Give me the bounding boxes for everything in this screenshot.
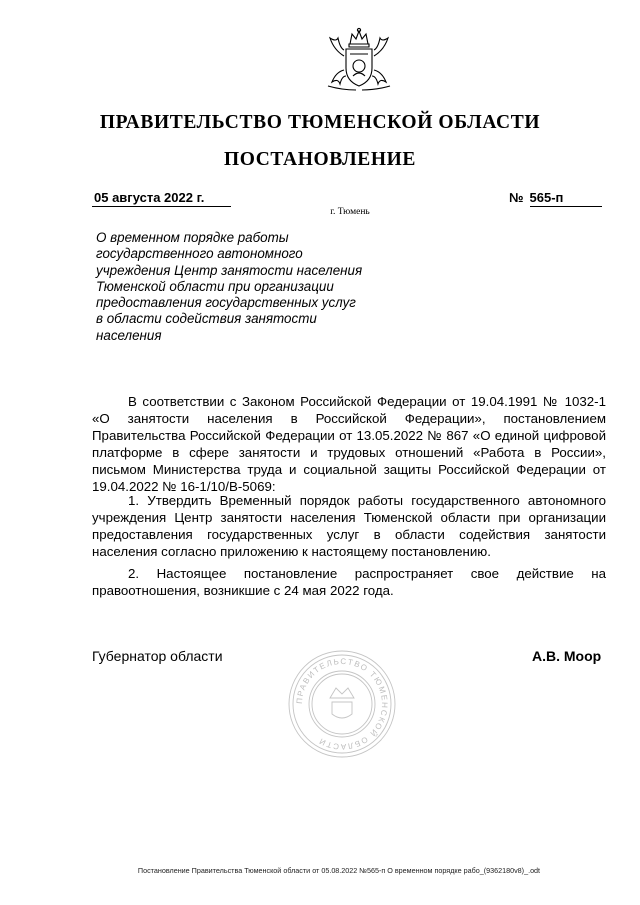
body-paragraph-2-text: 1. Утвердить Временный порядок работы государственного автономного учреждения Центр занятости населения Тюменской области при организации предоставления государственных услуг в области содействия занятости населения согласно приложению к настоящему постановлению. — [92, 493, 606, 559]
number-sign: № — [509, 190, 524, 205]
body-paragraph-3 — [92, 566, 606, 600]
body-paragraph-1-text: В соответствии с Законом Российской Федерации от 19.04.1991 № 1032-1 «О занятости населения в Российской Федерации», постановлением Правительства Российской Федерации от 13.05.2022 № 867 «О единой цифровой платформе в сфере занятости и трудовых отношений «Работа в России», письмом Министерства труда и социальной защиты Российской Федерации от 19.04.2022 № 16-1/10/В-5069: — [92, 394, 606, 494]
document-footer: Постановление Правительства Тюменской области от 05.08.2022 №565-п О временном порядке рабо_(9362180v8)_.odt — [137, 866, 541, 875]
official-seal-icon — [286, 648, 398, 760]
document-type-title: ПОСТАНОВЛЕНИЕ — [223, 149, 417, 170]
body-paragraph-2 — [92, 493, 606, 561]
document-number-block — [509, 190, 602, 207]
body-paragraph-1 — [92, 394, 606, 495]
seal-text: ПРАВИТЕЛЬСТВО ТЮМЕНСКОЙ ОБЛАСТИ — [294, 656, 390, 752]
document-city: г. Тюмень — [330, 207, 370, 217]
organization-title: ПРАВИТЕЛЬСТВО ТЮМЕНСКОЙ ОБЛАСТИ — [99, 112, 541, 133]
signatory-role: Губернатор области — [92, 648, 223, 664]
coat-of-arms-icon — [316, 26, 402, 96]
document-subject: О временном порядке работы государственного автономного учреждения Центр занятости населения Тюменской области при организации предоставления государственных услуг в области содействия занятости населения — [96, 230, 363, 343]
body-paragraph-3-text: 2. Настоящее постановление распространяет свое действие на правоотношения, возникшие с 24 мая 2022 года. — [92, 566, 606, 598]
document-date: 05 августа 2022 г. — [92, 190, 231, 207]
document-number: 565-п — [530, 190, 602, 207]
signatory-name: А.В. Моор — [532, 648, 602, 664]
